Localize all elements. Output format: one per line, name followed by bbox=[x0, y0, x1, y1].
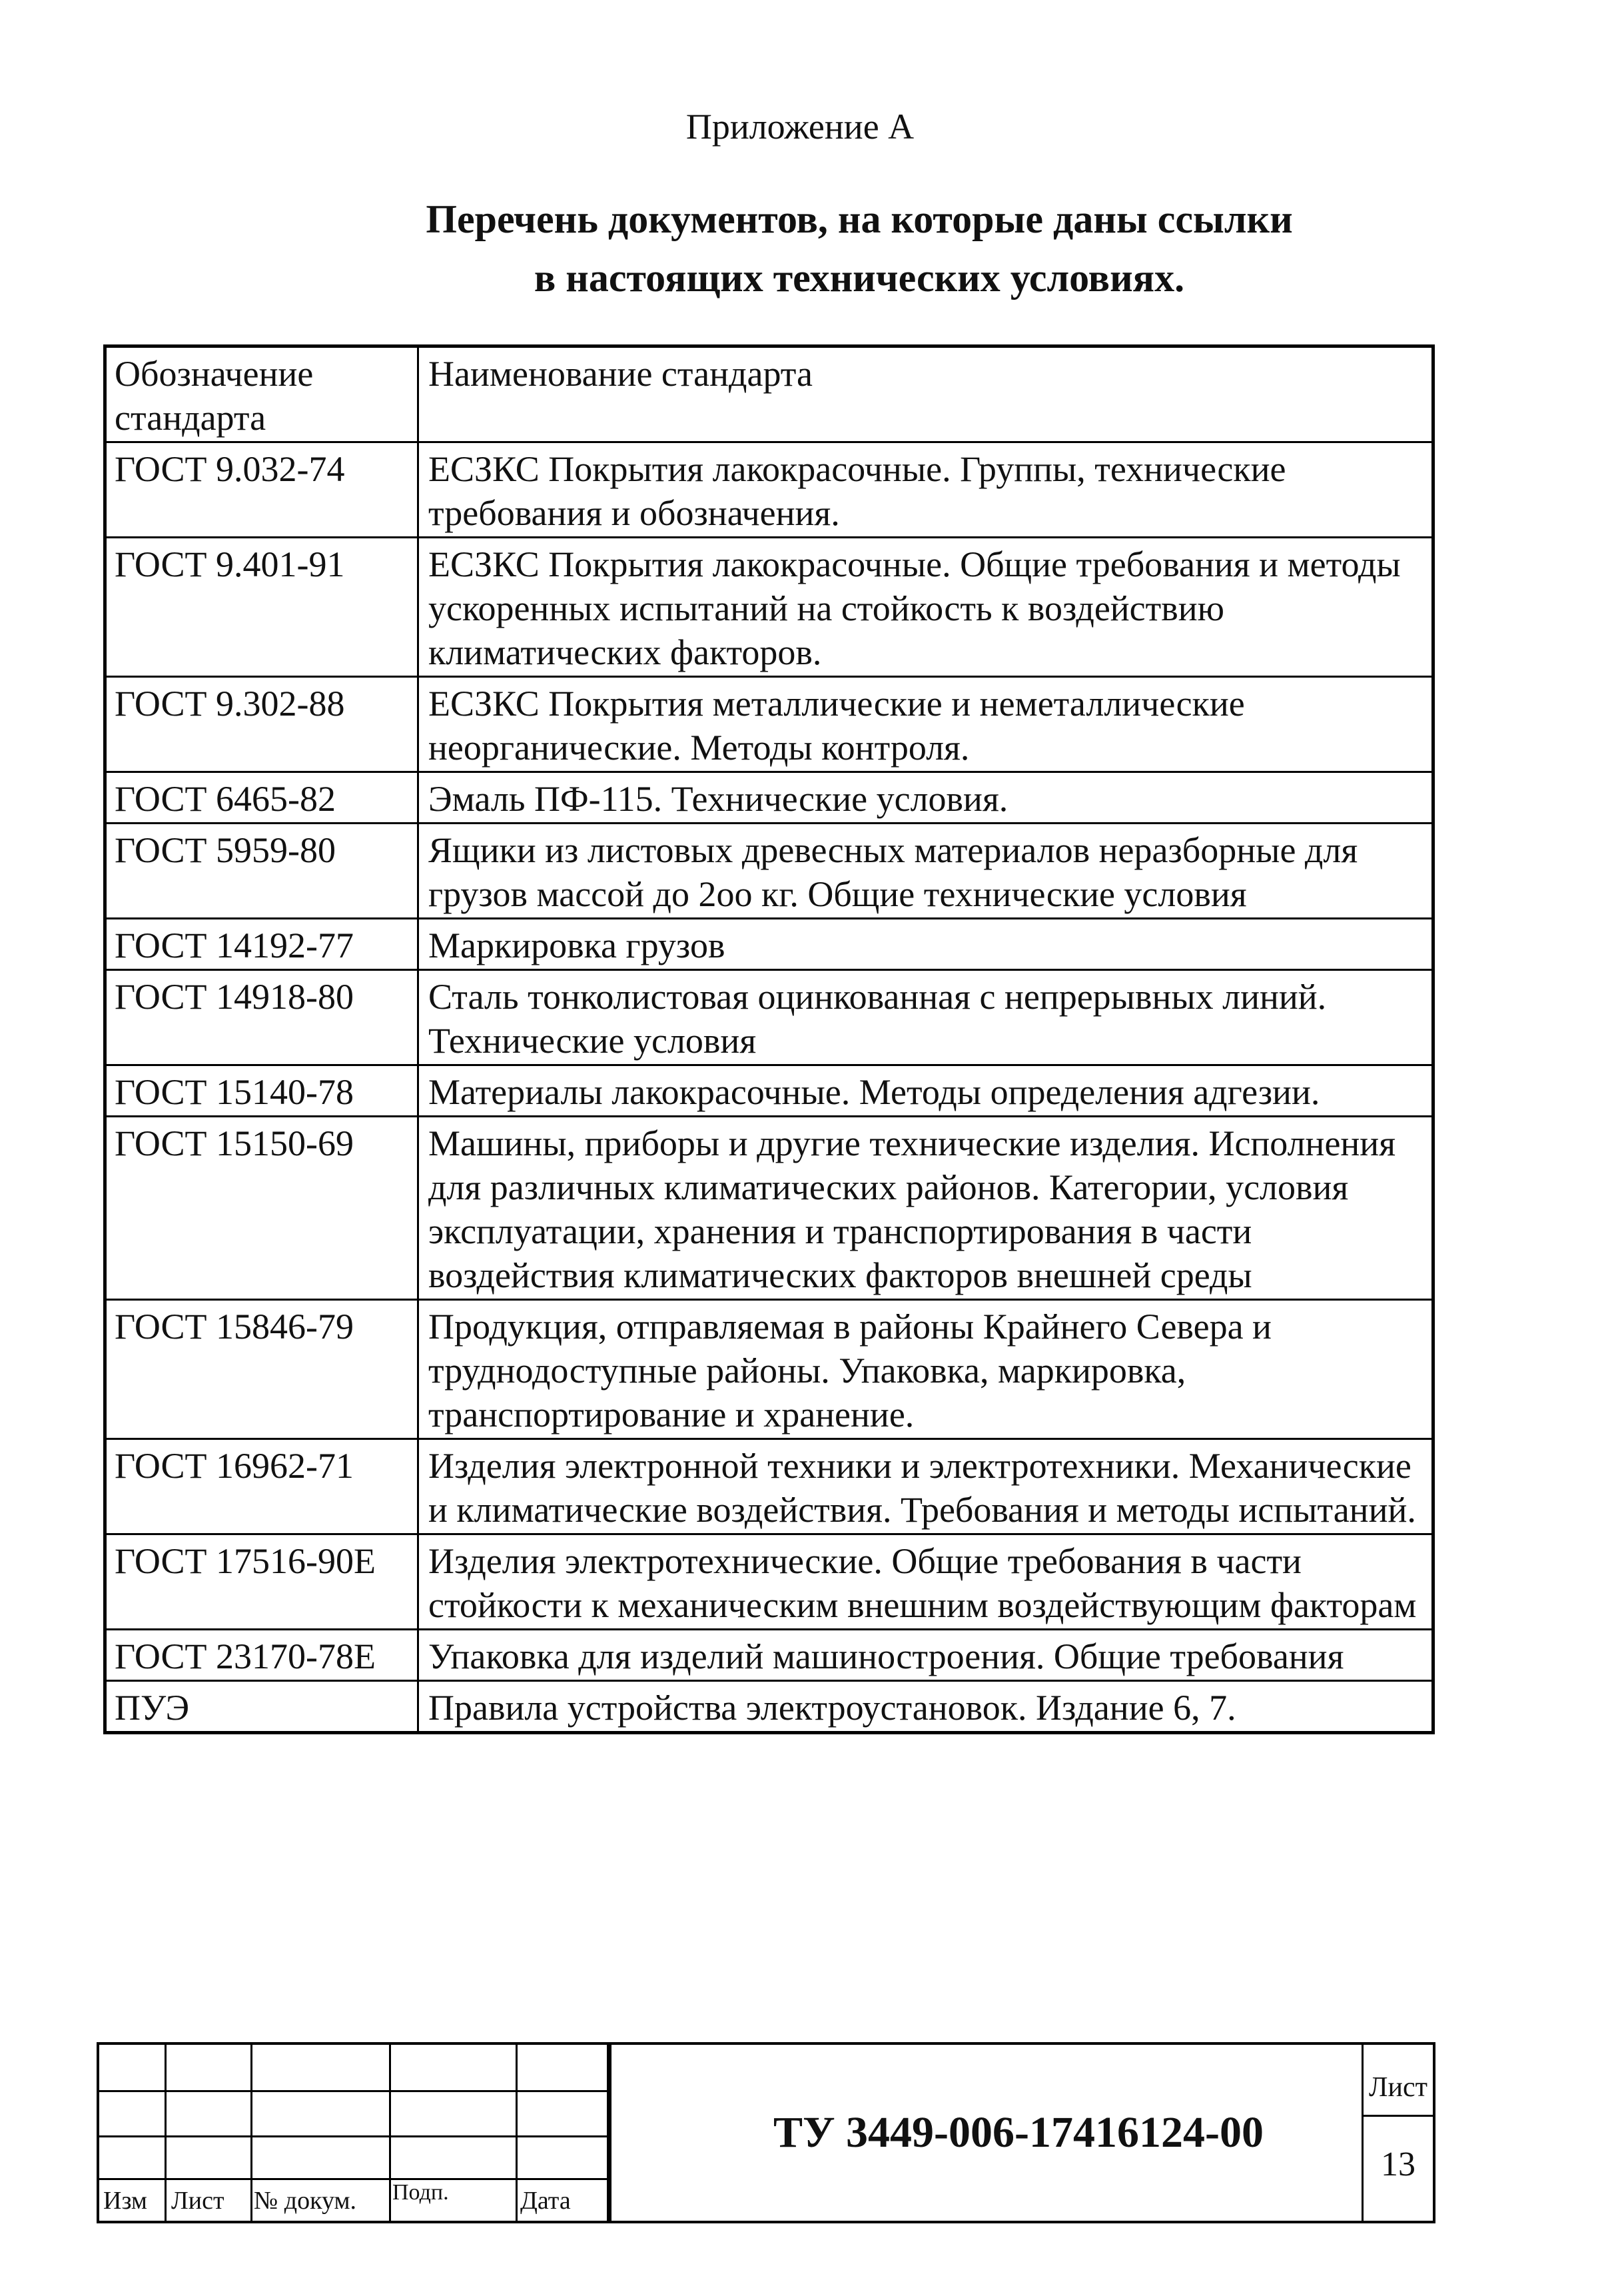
standard-name: Эмаль ПФ-115. Технические условия. bbox=[418, 772, 1433, 824]
appendix-label: Приложение А bbox=[685, 107, 915, 147]
standard-code: ГОСТ 5959-80 bbox=[105, 824, 418, 919]
stamp-label-sheet: Лист bbox=[171, 2187, 224, 2215]
table-row bbox=[105, 442, 1433, 538]
standard-name: Сталь тонколистовая оцинкованная с непрерывных линий. Технические условия bbox=[418, 970, 1433, 1065]
table-row bbox=[105, 1065, 1433, 1117]
table-row bbox=[105, 1117, 1433, 1300]
table-row bbox=[105, 1681, 1433, 1733]
standard-code: ГОСТ 15150-69 bbox=[105, 1117, 418, 1300]
stamp-label-change: Изм bbox=[103, 2187, 147, 2215]
standard-name: Изделия электронной техники и электротехники. Механические и климатические воздействия. Требования и методы испытаний. bbox=[418, 1439, 1433, 1534]
standard-name: ЕСЗКС Покрытия металлические и неметаллические неорганические. Методы контроля. bbox=[418, 677, 1433, 772]
standard-code: ГОСТ 9.401-91 bbox=[105, 538, 418, 677]
table-row bbox=[105, 772, 1433, 824]
table-row bbox=[105, 1300, 1433, 1439]
title-block-stamp bbox=[97, 2042, 1435, 2223]
standard-name: Правила устройства электроустановок. Издание 6, 7. bbox=[418, 1681, 1433, 1733]
standard-name: Ящики из листовых древесных материалов неразборные для грузов массой до 2оо кг. Общие технические условия bbox=[418, 824, 1433, 919]
stamp-label-doc-number: № докум. bbox=[254, 2187, 357, 2215]
table-row bbox=[105, 1630, 1433, 1681]
standard-name: Продукция, отправляемая в районы Крайнего Севера и труднодоступные районы. Упаковка, маркировка, транспортирование и хранение. bbox=[418, 1300, 1433, 1439]
standard-name: Машины, приборы и другие технические изделия. Исполнения для различных климатических районов. Категории, условия эксплуатации, хранения и транспортирования в части воздействия климатических факторов внешней среды bbox=[418, 1117, 1433, 1300]
stamp-label-date: Дата bbox=[520, 2187, 571, 2215]
standard-name: ЕСЗКС Покрытия лакокрасочные. Общие требования и методы ускоренных испытаний на стойкость к воздействию климатических факторов. bbox=[418, 538, 1433, 677]
standard-code: ПУЭ bbox=[105, 1681, 418, 1733]
standard-code: ГОСТ 14192-77 bbox=[105, 919, 418, 970]
column-header-name: Наименование стандарта bbox=[418, 346, 1433, 442]
standard-code: ГОСТ 14918-80 bbox=[105, 970, 418, 1065]
standard-code: ГОСТ 9.032-74 bbox=[105, 442, 418, 538]
document-title-line-2: в настоящих технических условиях. bbox=[534, 256, 1185, 300]
document-code: ТУ 3449-006-17416124-00 bbox=[773, 2108, 1264, 2157]
table-row bbox=[105, 677, 1433, 772]
standard-code: ГОСТ 6465-82 bbox=[105, 772, 418, 824]
table-row bbox=[105, 970, 1433, 1065]
standard-name: Упаковка для изделий машиностроения. Общие требования bbox=[418, 1630, 1433, 1681]
table-row bbox=[105, 824, 1433, 919]
standard-name: Маркировка грузов bbox=[418, 919, 1433, 970]
stamp-label-signature: Подп. bbox=[392, 2180, 449, 2205]
column-header-code: Обозначение стандарта bbox=[105, 346, 418, 442]
standard-name: ЕСЗКС Покрытия лакокрасочные. Группы, технические требования и обозначения. bbox=[418, 442, 1433, 538]
standard-code: ГОСТ 23170-78Е bbox=[105, 1630, 418, 1681]
table-row bbox=[105, 1439, 1433, 1534]
standard-name: Материалы лакокрасочные. Методы определения адгезии. bbox=[418, 1065, 1433, 1117]
table-header-row bbox=[105, 346, 1433, 442]
references-table bbox=[103, 344, 1435, 1734]
standard-code: ГОСТ 16962-71 bbox=[105, 1439, 418, 1534]
standard-code: ГОСТ 17516-90Е bbox=[105, 1534, 418, 1630]
document-title-line-1: Перечень документов, на которые даны ссылки bbox=[426, 197, 1293, 241]
standard-code: ГОСТ 15846-79 bbox=[105, 1300, 418, 1439]
document-title bbox=[200, 190, 1519, 307]
sheet-label: Лист bbox=[1369, 2072, 1427, 2103]
sheet-number: 13 bbox=[1381, 2145, 1415, 2183]
standard-code: ГОСТ 15140-78 bbox=[105, 1065, 418, 1117]
table-row bbox=[105, 1534, 1433, 1630]
standard-name: Изделия электротехнические. Общие требования в части стойкости к механическим внешним воздействующим факторам bbox=[418, 1534, 1433, 1630]
table-row bbox=[105, 538, 1433, 677]
standard-code: ГОСТ 9.302-88 bbox=[105, 677, 418, 772]
table-row bbox=[105, 919, 1433, 970]
